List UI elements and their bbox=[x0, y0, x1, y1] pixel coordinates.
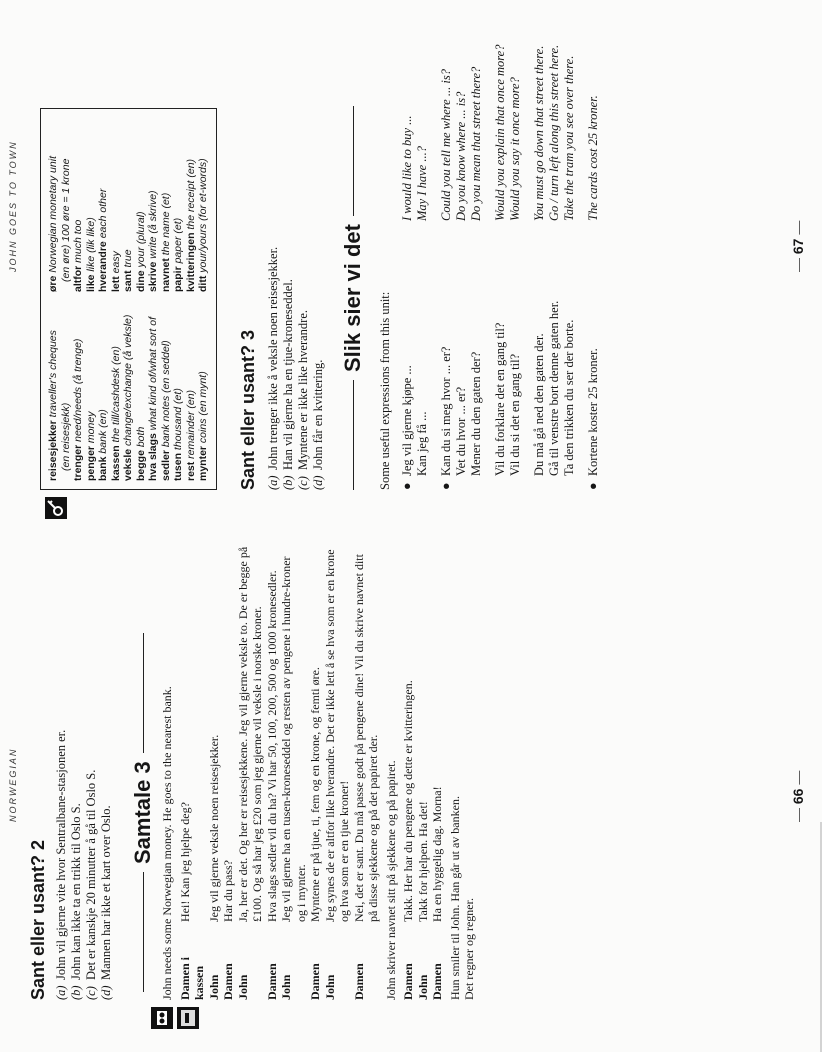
vocab-word: hverandre bbox=[97, 241, 109, 292]
vocab-gloss: the till/cashdesk (en) bbox=[109, 346, 122, 443]
vocab-entry bbox=[110, 306, 123, 481]
dialogue-line: Damen Takk. Her har du pengene og dette er kvitteringen. bbox=[401, 680, 415, 1000]
vocab-word: mynter bbox=[197, 445, 209, 481]
vocab-word: trenger bbox=[72, 444, 84, 481]
vocabulary-column-2 bbox=[47, 117, 210, 292]
vocab-entry bbox=[72, 117, 85, 292]
vocab-entry bbox=[85, 306, 98, 481]
narration: Det regner og regner. bbox=[462, 898, 476, 1000]
samtale-heading bbox=[130, 552, 156, 992]
narration: Hun smiler til John. Han går ut av banken. bbox=[447, 796, 462, 1000]
bullet-icon: ● bbox=[586, 482, 600, 490]
dialogue-line: John Jeg synes de er altfor like hverandre. Det er ikke lett å se hva som er en krone og hva som er en tjue kroner! bbox=[322, 549, 351, 1000]
vocab-word: penger bbox=[84, 445, 97, 481]
expression-pair bbox=[439, 67, 454, 476]
list-item: (c)Myntene er ikke like hverandre. bbox=[296, 309, 310, 490]
norwegian-expression: Kan du si meg hvor ... er? bbox=[439, 346, 453, 476]
rule-line bbox=[143, 872, 144, 992]
vocab-entry bbox=[85, 117, 98, 292]
vocab-gloss: Norwegian monetary unit bbox=[47, 156, 59, 273]
vocab-gloss: like (lik like) bbox=[84, 217, 97, 272]
list-item: (d)John får en kvittering. bbox=[311, 359, 325, 490]
expression-pair bbox=[493, 45, 508, 476]
list-item: (c)Det er kanskje 20 minutter å gå til Oslo S. bbox=[84, 769, 98, 1000]
vocab-gloss: thousand (et) bbox=[172, 388, 184, 451]
vocab-entry bbox=[185, 306, 198, 481]
rule-line bbox=[353, 380, 354, 490]
vocab-entry bbox=[97, 117, 110, 292]
list-item: (a)John vil gjerne vite hvor Sentralbane-stasjonen er. bbox=[54, 729, 68, 1000]
vocab-gloss: much too bbox=[72, 219, 84, 263]
expression-group bbox=[586, 20, 601, 490]
vocabulary-box bbox=[40, 108, 217, 490]
vocab-gloss: what kind of/what sort of bbox=[147, 316, 159, 431]
english-translation: Take the tram you see over there. bbox=[562, 55, 576, 221]
dialogue-intro: John needs some Norwegian money. He goes to the nearest bank. bbox=[160, 686, 174, 1000]
vocab-gloss: your (plural) bbox=[134, 211, 147, 268]
norwegian-expression: Kortene koster 25 kroner. bbox=[586, 348, 600, 476]
expression-pairs bbox=[532, 45, 577, 476]
section-title-sant-2: Sant eller usant? 2 bbox=[28, 839, 48, 1000]
dialogue-line: Damen Myntene er på tjue, ti, fem og en krone, og femti øre. bbox=[308, 667, 322, 1000]
vocab-entry bbox=[160, 306, 173, 481]
vocab-entry bbox=[172, 117, 185, 292]
vocab-entry bbox=[97, 306, 110, 481]
vocab-gloss: paper (et) bbox=[172, 217, 184, 264]
norwegian-expression: Mener du den gaten der? bbox=[469, 351, 483, 476]
true-false-list-2 bbox=[54, 560, 114, 1000]
english-translation: Do you know where ... is? bbox=[454, 91, 468, 221]
dialogue-line: Damen Har du pass? bbox=[221, 860, 235, 1000]
vocab-entry bbox=[135, 306, 148, 481]
english-translation: Would you say it once more? bbox=[508, 77, 522, 221]
vocab-entry bbox=[122, 306, 135, 481]
expression-group bbox=[532, 20, 577, 490]
expression-pair bbox=[562, 45, 577, 476]
english-translation: Go / turn left along this street here. bbox=[547, 44, 561, 221]
vocab-gloss: remainder (en) bbox=[184, 389, 197, 459]
norwegian-expression: Gå til venstre bort denne gaten her. bbox=[547, 300, 561, 476]
page-number-right: — 67 — bbox=[790, 220, 806, 272]
key-icon bbox=[44, 496, 68, 520]
dialogue-block bbox=[160, 545, 480, 1000]
vocab-word: lett bbox=[109, 276, 122, 292]
dialogue-line: Damen Hva slags sedler vil du ha? Vi har 50, 100, 200, 500 og 1000 kronesedler. bbox=[264, 570, 279, 1000]
slik-heading bbox=[340, 20, 366, 490]
vocab-gloss: your/yours (for et-words) bbox=[197, 158, 209, 273]
dialogue-line: Damen Nei, det er sant. Du må passe godt på pengene dine! Vil du skrive navnet ditt på disse sjekkene og på det papiret der. bbox=[351, 554, 380, 1000]
left-page bbox=[0, 542, 822, 1052]
vocab-word: sant bbox=[122, 270, 134, 292]
vocab-gloss: the receipt (en) bbox=[184, 158, 197, 230]
list-item: (b)John kan ikke ta en trikk til Oslo S. bbox=[69, 803, 83, 1000]
bullet-icon bbox=[532, 476, 577, 490]
vocab-gloss: money bbox=[84, 411, 97, 444]
vocab-entry bbox=[122, 117, 135, 292]
vocab-word: kvitteringen bbox=[184, 232, 197, 292]
expression-pairs bbox=[400, 115, 430, 476]
norwegian-expression: Vet du hvor ... er? bbox=[454, 386, 468, 476]
vocab-word: bank bbox=[97, 456, 109, 481]
vocab-gloss: (en øre) 100 øre = 1 krone bbox=[59, 158, 72, 282]
list-item: (d)Mannen har ikke et kart over Oslo. bbox=[99, 805, 113, 1000]
vocab-word: sedler bbox=[159, 450, 172, 481]
vocab-entry bbox=[47, 117, 60, 292]
vocab-gloss: coins (en mynt) bbox=[197, 371, 209, 444]
expression-pairs bbox=[586, 95, 601, 476]
norwegian-expression: Vil du si det en gang til? bbox=[508, 353, 522, 476]
vocab-word: dine bbox=[134, 270, 147, 292]
vocab-entry bbox=[60, 306, 73, 481]
vocab-entry bbox=[147, 306, 160, 481]
expression-pair bbox=[415, 115, 430, 476]
expression-pair bbox=[586, 95, 601, 476]
dialogue-line: John Takk for hjelpen. Ha det! bbox=[415, 801, 430, 1000]
vocab-gloss: each other bbox=[97, 188, 109, 239]
running-head-left: NORWEGIAN bbox=[8, 747, 18, 822]
vocab-entry bbox=[185, 117, 198, 292]
vocab-entry bbox=[60, 117, 73, 292]
expression-pair bbox=[454, 67, 469, 476]
vocab-entry bbox=[160, 117, 173, 292]
page-number-left: — 66 — bbox=[790, 770, 806, 822]
vocab-word: rest bbox=[184, 461, 197, 481]
list-item: (b)Han vil gjerne ha en tjue-kroneseddel. bbox=[281, 279, 295, 490]
vocab-word: papir bbox=[172, 266, 184, 292]
vocab-word: skrive bbox=[147, 261, 159, 292]
norwegian-expression: Vil du forklare det en gang til? bbox=[493, 322, 507, 476]
expression-pairs bbox=[439, 67, 484, 476]
vocab-word: hva slags bbox=[147, 433, 159, 481]
vocab-entry bbox=[47, 306, 60, 481]
vocab-word: tusen bbox=[172, 452, 184, 481]
vocab-gloss: the name (et) bbox=[159, 192, 172, 256]
slik-title: Slik sier vi det bbox=[340, 224, 365, 372]
expression-group bbox=[400, 20, 430, 490]
expression-pair bbox=[508, 45, 523, 476]
english-translation: Could you tell me where ... is? bbox=[439, 69, 453, 221]
norwegian-expression: Kan jeg få ... bbox=[415, 411, 429, 476]
expression-group bbox=[439, 20, 484, 490]
expression-pair bbox=[547, 45, 562, 476]
vocab-word: navnet bbox=[159, 258, 172, 292]
expression-group bbox=[493, 20, 523, 490]
vocab-gloss: bank (en) bbox=[97, 409, 109, 454]
english-translation: Do you mean that street there? bbox=[469, 66, 483, 221]
english-translation: I would like to buy ... bbox=[400, 115, 414, 221]
english-translation: You must go down that street there. bbox=[532, 45, 546, 221]
vocab-gloss: write (å skrive) bbox=[147, 190, 159, 259]
vocab-gloss: both bbox=[134, 426, 147, 448]
vocab-gloss: need/needs (å trenge) bbox=[72, 338, 84, 442]
vocab-word: begge bbox=[134, 450, 147, 481]
bullet-icon: ● bbox=[439, 482, 453, 490]
dialogue-line: Damen i kassen Hei! Kan jeg hjelpe deg? bbox=[177, 802, 206, 1000]
rule-line bbox=[353, 106, 354, 216]
expression-pair bbox=[469, 67, 484, 476]
vocab-gloss: (en reisesjekk) bbox=[59, 402, 72, 471]
norwegian-expression: Du må gå ned den gaten der. bbox=[532, 333, 546, 476]
english-translation: May I have ...? bbox=[415, 146, 429, 221]
english-translation: Would you explain that once more? bbox=[493, 44, 507, 221]
vocab-word: like bbox=[84, 274, 97, 292]
vocab-entry bbox=[110, 117, 123, 292]
vocab-entry bbox=[147, 117, 160, 292]
bullet-icon: ● bbox=[400, 482, 414, 490]
vocab-word: reisesjekker bbox=[47, 420, 59, 481]
norwegian-expression: Jeg vil gjerne kjøpe ... bbox=[400, 365, 414, 476]
expressions-list bbox=[400, 20, 610, 490]
vocab-entry bbox=[197, 117, 210, 292]
dialogue-line: John Ja, her er det. Og her er reisesjekkene. Jeg vil gjerne veksle to. De er begge på £100. Og så har jeg £20 som jeg gjerne vil veksle i norske kroner. bbox=[235, 546, 264, 1000]
expression-pairs bbox=[493, 45, 523, 476]
dialogue-line: Damen Ha en hyggelig dag. Morna! bbox=[430, 786, 444, 1000]
narration: John skriver navnet sitt på sjekkene og på papiret. bbox=[383, 760, 398, 1000]
rule-line bbox=[143, 633, 144, 753]
expression-pair bbox=[532, 45, 547, 476]
vocab-word: ditt bbox=[197, 275, 209, 292]
expressions-intro: Some useful expressions from this unit: bbox=[378, 291, 392, 490]
audio-icon bbox=[150, 1006, 174, 1030]
list-item: (a)John trenger ikke å veksle noen reisesjekker. bbox=[266, 246, 280, 490]
vocab-word: kassen bbox=[109, 445, 122, 481]
vocab-word: veksle bbox=[122, 448, 134, 481]
dialogue-line: John Jeg vil gjerne veksle noen reisesjekker. bbox=[206, 734, 221, 1000]
vocab-gloss: bank notes (en seddel) bbox=[159, 340, 172, 448]
section-title-sant-3: Sant eller usant? 3 bbox=[238, 329, 258, 490]
vocabulary-column-1 bbox=[47, 306, 210, 481]
vocab-entry bbox=[172, 306, 185, 481]
vocab-word: altfor bbox=[72, 265, 84, 292]
expression-pair bbox=[400, 115, 415, 476]
vocab-entry bbox=[197, 306, 210, 481]
vocab-gloss: easy bbox=[109, 251, 122, 274]
cassette-icon bbox=[176, 1006, 200, 1030]
dialogue-line: John Jeg vil gjerne ha en tusen-kroneseddel og resten av pengene i hundre-kroner og i mynter. bbox=[279, 556, 308, 1000]
vocab-entry bbox=[135, 117, 148, 292]
vocab-gloss: true bbox=[122, 249, 134, 268]
vocab-entry bbox=[72, 306, 85, 481]
vocab-gloss: traveller's cheques bbox=[47, 330, 59, 418]
vocab-gloss: change/exchange (å veksle) bbox=[122, 314, 134, 446]
samtale-title: Samtale 3 bbox=[130, 761, 155, 864]
english-translation: The cards cost 25 kroner. bbox=[586, 95, 600, 221]
bullet-icon bbox=[493, 476, 523, 490]
vocab-word: øre bbox=[47, 275, 59, 292]
running-head-right: JOHN GOES TO TOWN bbox=[8, 140, 18, 272]
true-false-list-3 bbox=[266, 30, 326, 490]
norwegian-expression: Ta den trikken du ser der borte. bbox=[562, 319, 576, 476]
